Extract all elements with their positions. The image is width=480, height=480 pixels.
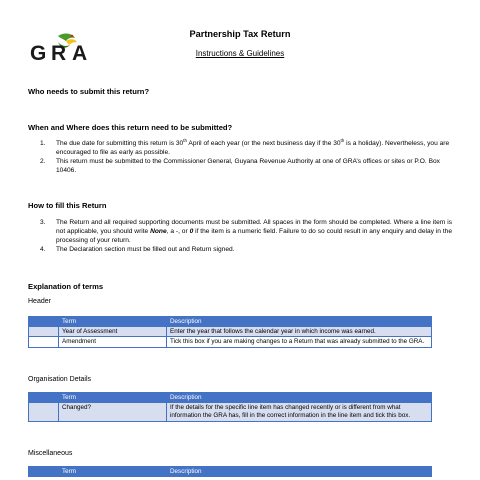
term-cell: Year of Assessment <box>59 327 167 337</box>
org-terms-table <box>28 392 432 422</box>
description-column-header: Description <box>167 393 432 403</box>
list-number: 3. <box>40 219 46 226</box>
list-text: The due date for submitting this return is 30 <box>56 140 184 147</box>
list-text: The Return and all required supporting documents must be submitted. All spaces in the form should be completed. Where a line item is not applicable, you should write <box>56 219 452 235</box>
table-row <box>29 337 432 347</box>
header-terms-table <box>28 316 432 348</box>
term-column-header: Term <box>59 393 167 403</box>
gra-logo <box>28 30 98 66</box>
table-row <box>29 327 432 337</box>
description-cell: If the details for the specific line item has changed recently or is different from what information the GRA has, fill in the correct information in the line item and tick this box. <box>167 403 432 421</box>
list-text: if the item is a numeric field. Failure to do so could result in any enquiry and delay in the processing of your return. <box>56 227 453 244</box>
blank-header-cell <box>29 467 59 477</box>
org-subheading: Organisation Details <box>28 376 92 383</box>
page-subtitle: Instructions & Guidelines <box>195 49 285 58</box>
list-text: is a holiday). Nevertheless, you are encouraged to file as early as possible. <box>56 140 450 156</box>
list-text: This return must be submitted to the Commissioner General, Guyana Revenue Authority at one of GRA’s offices or sites or P.O. Box 10406. <box>56 157 440 174</box>
list-item <box>40 246 452 255</box>
term-cell: Changed? <box>59 403 167 421</box>
list-text: The Declaration section must be filled out and Return signed. <box>56 245 235 253</box>
table-header-row <box>29 317 432 327</box>
svg-text:A: A <box>72 42 88 65</box>
blank-cell <box>29 327 59 337</box>
when-list <box>40 137 452 176</box>
list-item <box>40 158 452 176</box>
how-heading: How to fill this Return <box>28 201 107 210</box>
description-cell: Enter the year that follows the calendar year in which income was earned. <box>167 327 432 337</box>
list-number: 1. <box>40 140 46 147</box>
who-heading: Who needs to submit this return? <box>28 87 150 96</box>
when-heading: When and Where does this return need to be submitted? <box>28 123 233 132</box>
list-text: April of each year (or the next business day if the 30 <box>186 140 341 147</box>
description-column-header: Description <box>167 467 432 477</box>
description-cell: Tick this box if you are making changes to a Return that was already submitted to the GRA. <box>167 337 432 347</box>
list-number: 4. <box>40 245 46 253</box>
misc-subheading: Miscellaneous <box>28 450 73 457</box>
description-column-header: Description <box>167 317 432 327</box>
how-list <box>40 219 452 255</box>
list-number: 2. <box>40 157 46 165</box>
svg-text:G: G <box>30 42 47 65</box>
terms-heading: Explanation of terms <box>28 282 104 291</box>
misc-terms-table <box>28 466 432 477</box>
term-column-header: Term <box>59 467 167 477</box>
list-item <box>40 219 452 246</box>
table-row <box>29 403 432 421</box>
list-text: , a -, or <box>166 227 190 235</box>
gra-logo-graphic <box>28 30 98 66</box>
table-header-row <box>29 467 432 477</box>
blank-header-cell <box>29 317 59 327</box>
term-cell: Amendment <box>59 337 167 347</box>
header-subheading: Header <box>28 298 51 305</box>
emphasis-text: 0 <box>189 227 194 235</box>
blank-cell <box>29 403 59 421</box>
page-title: Partnership Tax Return <box>189 29 291 39</box>
superscript: th <box>340 137 345 143</box>
blank-header-cell <box>29 393 59 403</box>
term-column-header: Term <box>59 317 167 327</box>
superscript: th <box>183 137 187 143</box>
svg-text:R: R <box>51 42 67 65</box>
blank-cell <box>29 337 59 347</box>
emphasis-text: None <box>150 227 167 235</box>
table-header-row <box>29 393 432 403</box>
list-item <box>40 137 452 158</box>
